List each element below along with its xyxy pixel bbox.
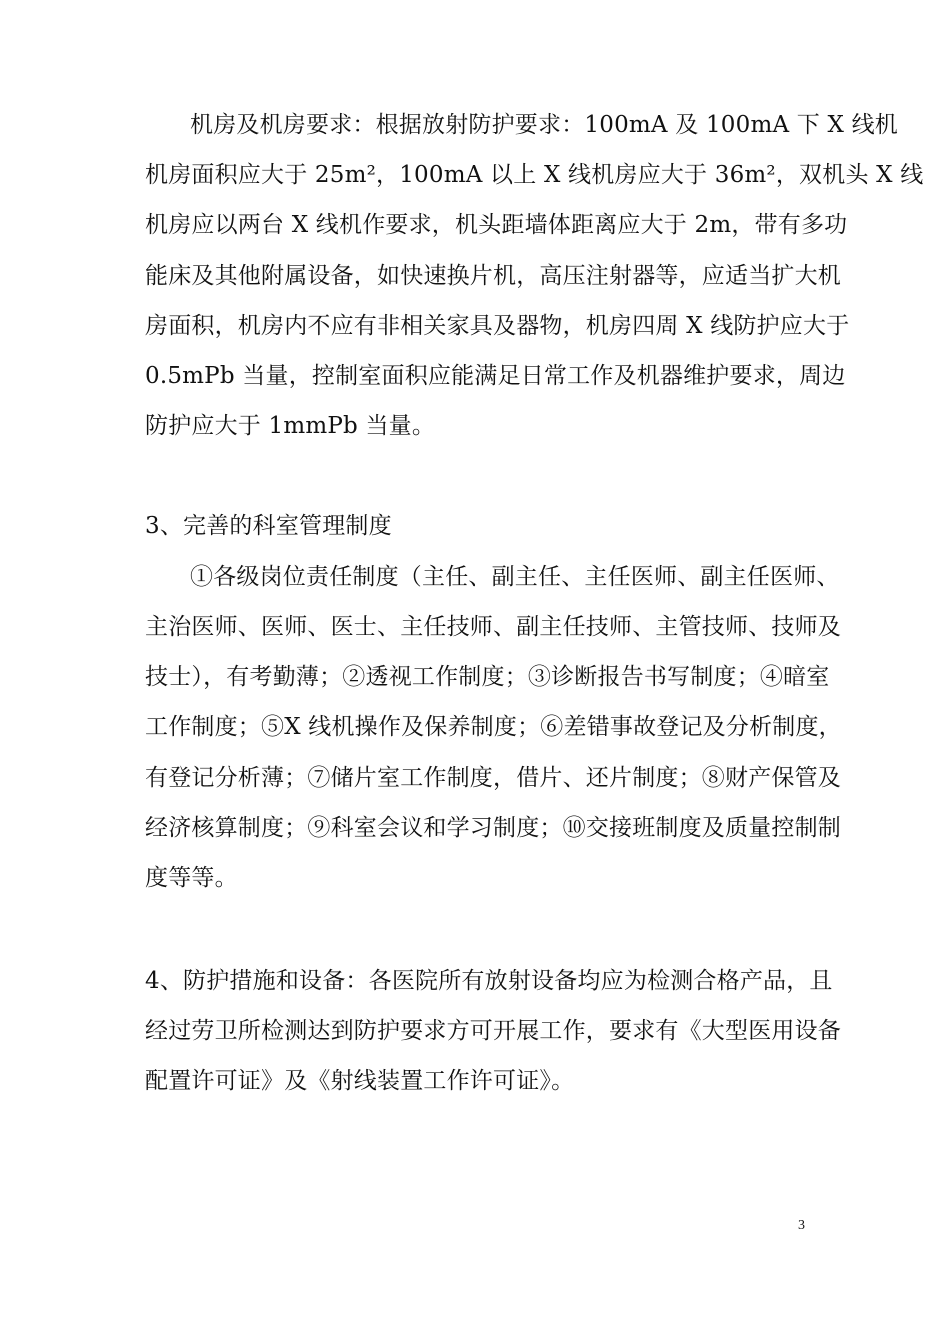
text-line: 经济核算制度；⑨科室会议和学习制度；⑩交接班制度及质量控制制 [145, 815, 841, 841]
section-heading: 3、完善的科室管理制度 [145, 513, 392, 539]
text-line: 能床及其他附属设备，如快速换片机，高压注射器等，应适当扩大机 [145, 263, 841, 289]
text-line: ①各级岗位责任制度（主任、副主任、主任医师、副主任医师、 [190, 564, 840, 590]
text-line: 房面积，机房内不应有非相关家具及器物，机房四周 X 线防护应大于 [145, 313, 850, 339]
text-line: 机房及机房要求：根据放射防护要求：100mA 及 100mA 下 X 线机 [190, 112, 898, 138]
text-line: 防护应大于 1mmPb 当量。 [145, 413, 436, 439]
text-line: 度等等。 [145, 865, 238, 891]
text-line: 0.5mPb 当量，控制室面积应能满足日常工作及机器维护要求，周边 [145, 363, 846, 389]
text-line: 工作制度；⑤X 线机操作及保养制度；⑥差错事故登记及分析制度， [145, 714, 842, 740]
text-line: 配置许可证》及《射线装置工作许可证》。 [145, 1068, 575, 1094]
text-line: 机房面积应大于 25m²，100mA 以上 X 线机房应大于 36m²，双机头 X 线 [145, 162, 924, 188]
text-line: 经过劳卫所检测达到防护要求方可开展工作，要求有《大型医用设备 [145, 1018, 841, 1044]
text-line: 机房应以两台 X 线机作要求，机头距墙体距离应大于 2m，带有多功 [145, 212, 848, 238]
page-number: 3 [798, 1218, 805, 1233]
text-line: 主治医师、医师、医士、主任技师、副主任技师、主管技师、技师及 [145, 614, 841, 640]
text-line: 技士），有考勤薄；②透视工作制度；③诊断报告书写制度；④暗室 [145, 664, 830, 690]
text-line: 有登记分析薄；⑦储片室工作制度，借片、还片制度；⑧财产保管及 [145, 765, 841, 791]
section-heading: 4、防护措施和设备：各医院所有放射设备均应为检测合格产品，且 [145, 968, 833, 994]
